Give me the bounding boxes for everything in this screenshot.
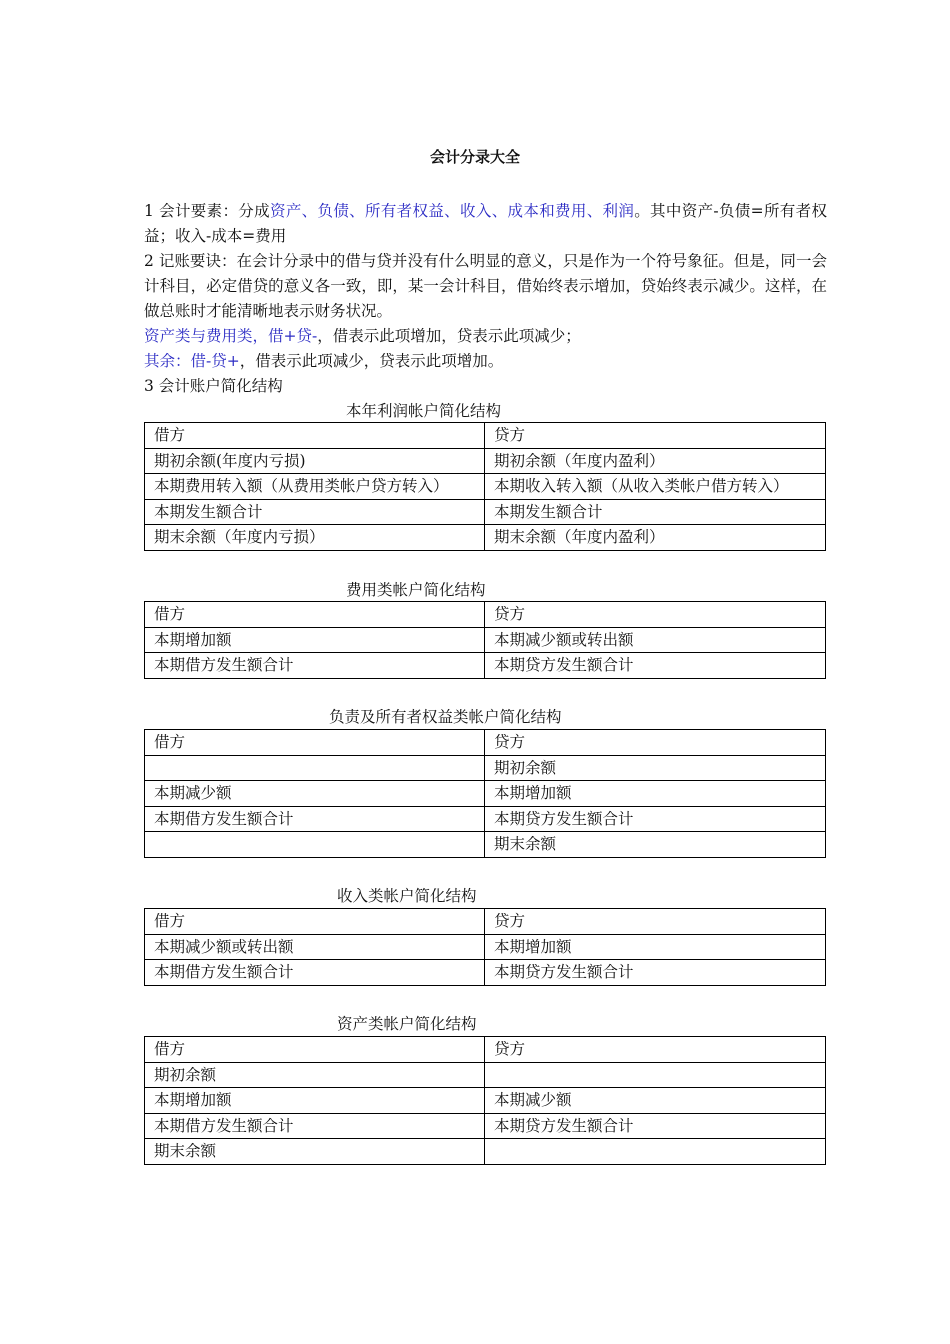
cell-debit: 本期借方发生额合计	[145, 806, 485, 832]
cell-debit	[145, 755, 485, 781]
p1-prefix: 1 会计要素：分成	[144, 202, 270, 220]
cell-credit: 本期减少额	[485, 1088, 826, 1114]
asset-account-table	[144, 1036, 826, 1165]
cell-debit: 本期增加额	[145, 1088, 485, 1114]
table-row	[145, 627, 826, 653]
table-row	[145, 832, 826, 858]
expense-account-table	[144, 601, 826, 679]
table-row	[145, 1088, 826, 1114]
header-credit: 贷方	[485, 423, 826, 449]
table-title-liability: 负责及所有者权益类帐户简化结构	[329, 708, 562, 726]
cell-debit: 本期增加额	[145, 627, 485, 653]
cell-credit: 本期增加额	[485, 781, 826, 807]
table-title-asset: 资产类帐户简化结构	[337, 1015, 477, 1033]
table-title-profit: 本年利润帐户简化结构	[346, 402, 502, 420]
cell-credit: 本期贷方发生额合计	[485, 960, 826, 986]
table-title-income: 收入类帐户简化结构	[337, 887, 477, 905]
cell-credit: 本期减少额或转出额	[485, 627, 826, 653]
cell-debit: 本期发生额合计	[145, 499, 485, 525]
header-credit: 贷方	[485, 1037, 826, 1063]
cell-debit: 本期费用转入额（从费用类帐户贷方转入）	[145, 474, 485, 500]
table-row	[145, 474, 826, 500]
cell-credit: 本期贷方发生额合计	[485, 1113, 826, 1139]
rule1-highlight: 资产类与费用类，借+贷-	[144, 327, 318, 345]
header-credit: 贷方	[485, 909, 826, 935]
cell-credit: 期初余额	[485, 755, 826, 781]
cell-debit: 本期借方发生额合计	[145, 1113, 485, 1139]
rule1-text: ，借表示此项增加，贷表示此项减少；	[317, 327, 581, 345]
table-header-row	[145, 730, 826, 756]
header-debit: 借方	[145, 602, 485, 628]
table-row	[145, 448, 826, 474]
cell-credit	[485, 1139, 826, 1165]
table-header-row	[145, 1037, 826, 1063]
liability-equity-account-table	[144, 729, 826, 858]
table-row	[145, 755, 826, 781]
cell-credit: 期末余额	[485, 832, 826, 858]
cell-debit: 本期减少额或转出额	[145, 934, 485, 960]
rule-asset-expense	[144, 324, 827, 349]
cell-debit: 期初余额(年度内亏损)	[145, 448, 485, 474]
table-row	[145, 806, 826, 832]
cell-credit: 本期增加额	[485, 934, 826, 960]
cell-debit: 期末余额	[145, 1139, 485, 1165]
cell-debit: 期末余额（年度内亏损）	[145, 525, 485, 551]
table-row	[145, 1139, 826, 1165]
cell-debit: 期初余额	[145, 1062, 485, 1088]
cell-debit	[145, 832, 485, 858]
header-debit: 借方	[145, 423, 485, 449]
table-row	[145, 1113, 826, 1139]
table-header-row	[145, 423, 826, 449]
cell-debit: 本期借方发生额合计	[145, 653, 485, 679]
rule-others	[144, 349, 827, 374]
cell-credit: 期末余额（年度内盈利）	[485, 525, 826, 551]
paragraph-bookkeeping-rules: 2 记账要诀：在会计分录中的借与贷并没有什么明显的意义，只是作为一个符号象征。但是，同一会计科目，必定借贷的意义各一致，即，某一会计科目，借始终表示增加，贷始终表示减少。这样，在做总账时才能清晰地表示财务状况。	[144, 252, 827, 320]
cell-debit: 本期借方发生额合计	[145, 960, 485, 986]
table-header-row	[145, 909, 826, 935]
profit-account-table	[144, 422, 826, 551]
cell-credit: 期初余额（年度内盈利）	[485, 448, 826, 474]
table-row	[145, 934, 826, 960]
cell-credit: 本期发生额合计	[485, 499, 826, 525]
table-title-expense: 费用类帐户简化结构	[346, 581, 486, 599]
rule2-text: ，借表示此项减少，贷表示此项增加。	[239, 352, 504, 370]
header-credit: 贷方	[485, 602, 826, 628]
header-debit: 借方	[145, 909, 485, 935]
rule2-highlight: 其余：借-贷+	[144, 352, 240, 370]
table-row	[145, 1062, 826, 1088]
table-row	[145, 525, 826, 551]
header-credit: 贷方	[485, 730, 826, 756]
page-title: 会计分录大全	[429, 148, 520, 166]
income-account-table	[144, 908, 826, 986]
intro-section	[144, 199, 827, 399]
table-row	[145, 499, 826, 525]
header-debit: 借方	[145, 730, 485, 756]
cell-credit: 本期贷方发生额合计	[485, 806, 826, 832]
cell-debit: 本期减少额	[145, 781, 485, 807]
paragraph-account-structure: 3 会计账户简化结构	[144, 377, 283, 395]
cell-credit: 本期贷方发生额合计	[485, 653, 826, 679]
table-row	[145, 960, 826, 986]
header-debit: 借方	[145, 1037, 485, 1063]
cell-credit: 本期收入转入额（从收入类帐户借方转入）	[485, 474, 826, 500]
table-row	[145, 781, 826, 807]
table-header-row	[145, 602, 826, 628]
cell-credit	[485, 1062, 826, 1088]
table-row	[145, 653, 826, 679]
p1-suffix: 。其中资产-负债=所有者权益；收入-成本=费用	[144, 202, 827, 245]
p1-elements: 资产、负债、所有者权益、收入、成本和费用、利润	[269, 202, 635, 220]
paragraph-accounting-elements	[144, 199, 827, 249]
